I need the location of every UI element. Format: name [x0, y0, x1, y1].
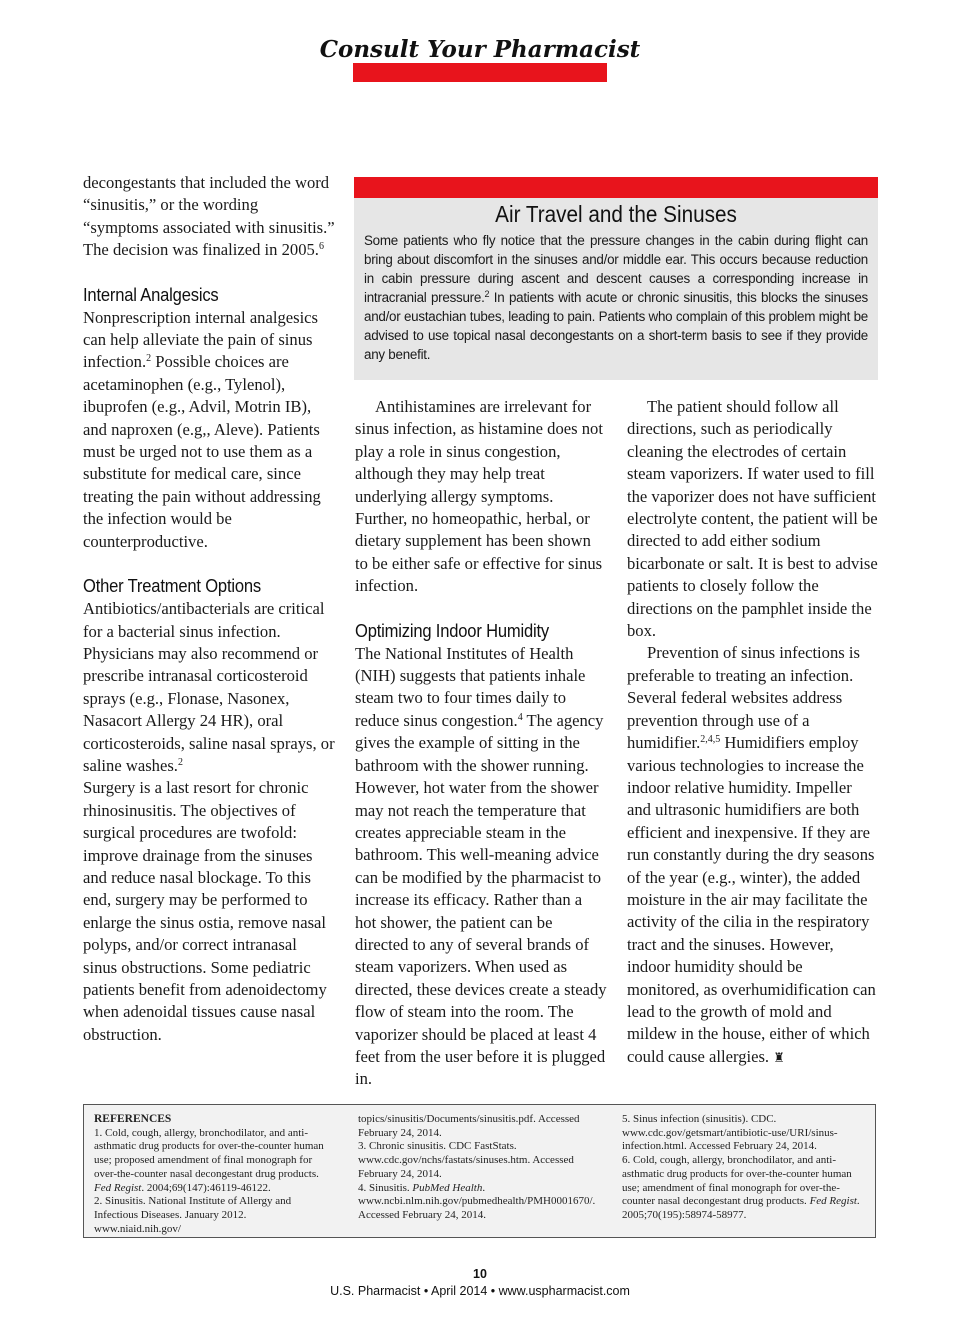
analgesics-heading: Internal Analgesics	[83, 284, 219, 305]
other-treatment-paragraph-1: Antibiotics/antibacterials are critical for a bacterial sinus infection. Physicians may also recommend or prescribe intranasal corticosteroid sprays (e.g., Flonase, Nasonex, Nasacort Allergy 24 HR), oral corticosteroids, saline nasal sprays, or saline washes.$^2$	[83, 599, 335, 775]
references-column-1	[94, 1113, 332, 1236]
reference-6: 6. Cold, cough, allergy, bronchodilator, and anti-asthmatic drug products for over-the-counter human use; amendment of final monograph for over-the-counter nasal decongestant drug products. Fed Regist. 2005;70(195):58974-58977.	[622, 1154, 860, 1221]
antihistamines-paragraph: Antihistamines are irrelevant for sinus infection, as histamine does not play a role in sinus congestion, although they may help treat underlying allergy symptoms. Further, no homeopathic, herbal, or dietary supplement has been shown to be either safe or effective for sinus infection.	[355, 397, 603, 596]
sidebar-body: Some patients who fly notice that the pressure changes in the cabin during flight can bring about discomfort in the sinuses and/or middle ear. This occurs because reduction in cabin pressure during ascent and descent causes a corresponding increase in intracranial pressure.$^2$ In patients with acute or chronic sinusitis, this blocks the sinuses and/or eustachian tubes, leading to pain. Patients who complain of this problem might be advised to use topical nasal decongestants on a short-term basis to see if they provide any benefit.	[364, 233, 868, 362]
sidebar-title: Air Travel and the Sinuses	[495, 201, 737, 227]
prevention-paragraph: Prevention of sinus infections is preferable to treating an infection. Several federal websites address prevention through use of a humidifier.$^{2,4,5}$ Humidifiers employ various technologies to increase the indoor relative humidity. Impeller and ultrasonic humidifiers are both efficient and inexpensive. If they are run constantly during the dry seasons of the year (e.g., winter), the added moisture in the air may facilitate the activity of the cilia in the respiratory tract and the sinuses. However, indoor humidity should be monitored, as overhumidification can lead to the growth of mold and mildew in the house, either of which could cause allergies. ♜	[627, 643, 876, 1066]
reference-1: 1. Cold, cough, allergy, bronchodilator, and anti-asthmatic drug products for over-the-counter human use; proposed amendment of final monograph for over-the-counter nasal decongestant drug products. Fed Regist. 2004;69(147):46119-46122.	[94, 1126, 324, 1194]
references-heading: REFERENCES	[94, 1113, 172, 1125]
intro-paragraph: decongestants that included the word “sinusitis,” or the wording “symptoms associated with sinusitis.” The decision was finalized in 2005.$^6$	[83, 173, 335, 260]
directions-paragraph: The patient should follow all directions, such as periodically cleaning the electrodes of certain steam vaporizers. If water used to fill the vaporizer does not have sufficient electrolyte content, the patient will be directed to add either sodium bicarbonate or salt. It is best to advise patients to closely follow the directions on the pamphlet inside the box.	[627, 397, 878, 641]
analgesics-paragraph: Nonprescription internal analgesics can help alleviate the pain of sinus infection.$^2$ Possible choices are acetaminophen (e.g., Tylenol), ibuprofen (e.g., Advil, Motrin IB), and naproxen (e.g,, Aleve). Patients must be urged not to use them as a substitute for medical care, since treating the pain without addressing the infection would be counterproductive.	[83, 307, 321, 551]
references-column-2	[358, 1113, 596, 1223]
reference-5: 5. Sinus infection (sinusitis). CDC. www.cdc.gov/getsmart/antibiotic-use/URI/sinus-infection.html. Accessed February 24, 2014.	[622, 1113, 838, 1153]
references-box	[83, 1104, 876, 1238]
page-number: 10	[473, 1267, 487, 1281]
references-column-3	[622, 1113, 860, 1223]
end-of-article-icon: ♜	[773, 1050, 785, 1066]
publication-line: U.S. Pharmacist • April 2014 • www.uspharmacist.com	[330, 1284, 630, 1298]
humidity-heading: Optimizing Indoor Humidity	[355, 620, 550, 641]
column-1	[83, 172, 335, 1046]
column-3	[627, 396, 879, 1070]
reference-2-start: 2. Sinusitis. National Institute of Allergy and Infectious Diseases. January 2012. www.niaid.nih.gov/	[94, 1195, 292, 1235]
other-treatment-paragraph-2: Surgery is a last resort for chronic rhinosinusitis. The objectives of surgical procedures are twofold: improve drainage from the sinuses and reduce nasal blockage. To this end, surgery may be performed to enlarge the sinus ostia, remove nasal polyps, and/or correct intranasal sinus obstructions. Some pediatric patients benefit from adenoidectomy when adenoidal tissues cause nasal obstruction.	[83, 778, 327, 1044]
humidity-paragraph: The National Institutes of Health (NIH) suggests that patients inhale steam two to four times daily to reduce sinus congestion.$^4$ The agency gives the example of sitting in the bathroom with the shower running. However, hot water from the shower may not reach the temperature that creates appreciable steam in the bathroom. This well-meaning advice can be modified by the pharmacist to increase its efficacy. Rather than a hot shower, the patient can be directed to any of several brands of steam vaporizers. When used as directed, these devices create a steady flow of steam into the room. The vaporizer should be placed at least 4 feet from the user before it is plugged in.	[355, 643, 607, 1089]
column-2	[355, 396, 607, 1091]
other-treatment-heading: Other Treatment Options	[83, 576, 262, 597]
header-title: Consult Your Pharmacist	[319, 36, 641, 63]
sidebar-box	[354, 177, 878, 380]
reference-3: 3. Chronic sinusitis. CDC FastStats. www.cdc.gov/nchs/fastats/sinuses.htm. Accessed February 24, 2014.	[358, 1140, 574, 1180]
reference-2-end: topics/sinusitis/Documents/sinusitis.pdf. Accessed February 24, 2014.	[358, 1113, 580, 1139]
sidebar-accent-bar	[354, 177, 878, 198]
reference-4: 4. Sinusitis. PubMed Health. www.ncbi.nlm.nih.gov/pubmedhealth/PMH0001670/. Accessed February 24, 2014.	[358, 1181, 596, 1221]
header-accent-bar	[353, 63, 607, 82]
